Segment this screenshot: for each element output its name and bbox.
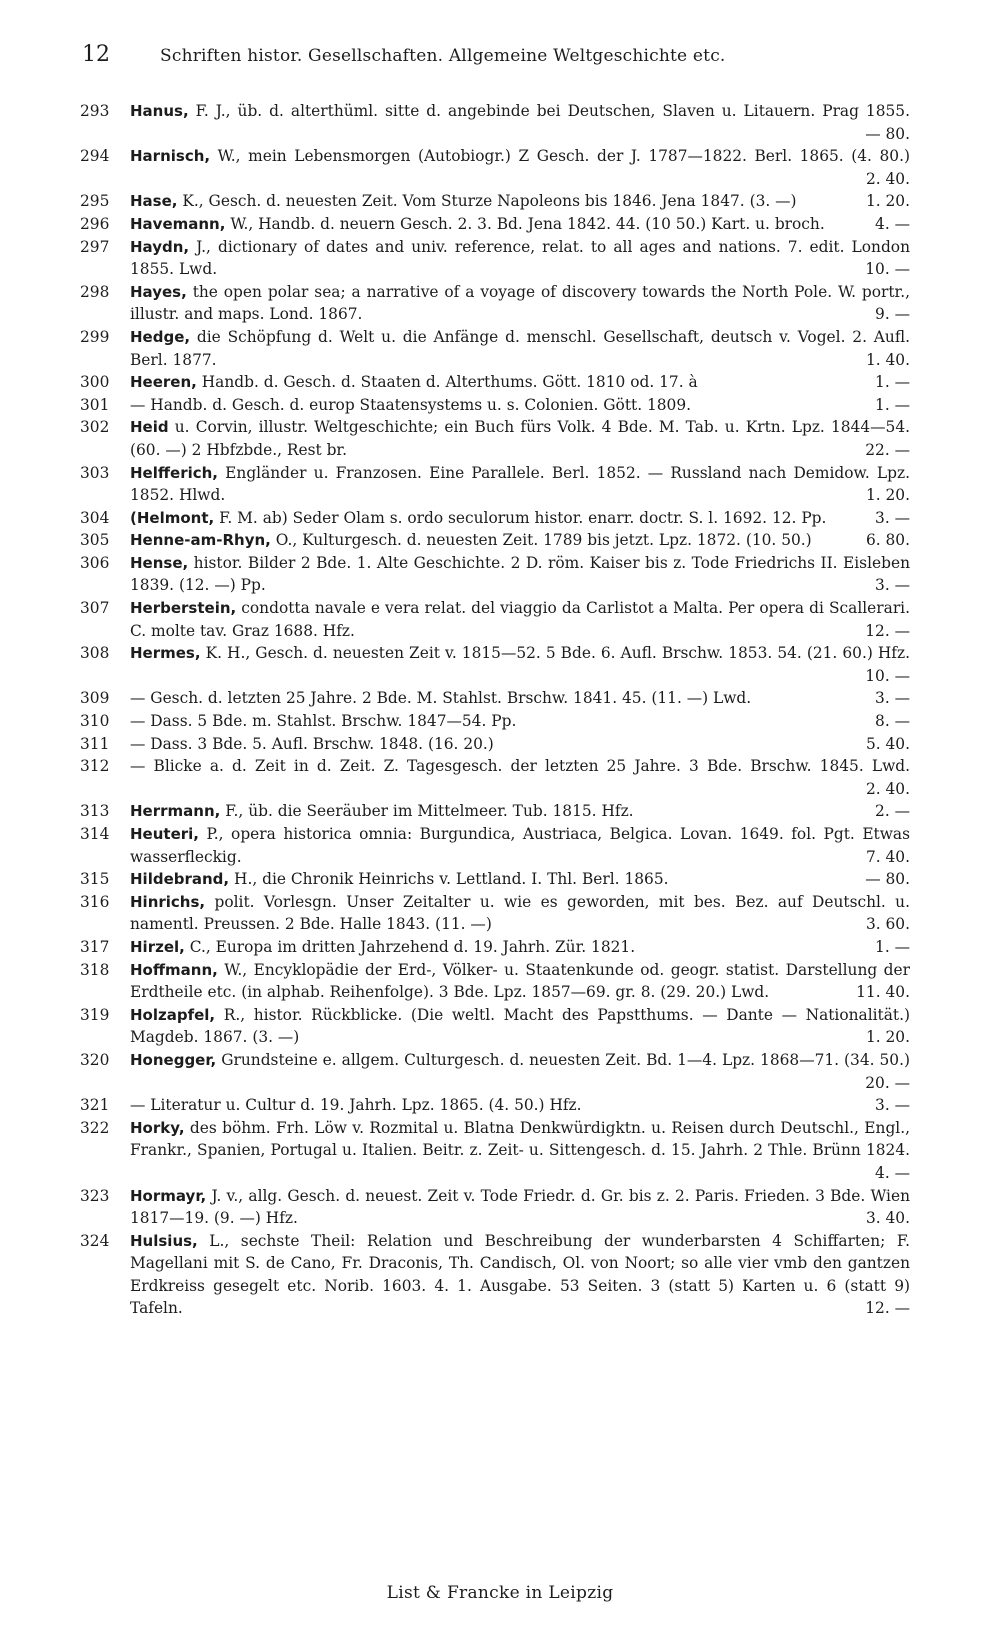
entry-description: Engländer u. Franzosen. Eine Parallele. Berl. 1852. — Russland nach Demidow. Lpz. 1852. Hlwd. — [130, 463, 910, 505]
catalog-entry — [80, 755, 910, 800]
entry-author: Hinrichs, — [130, 892, 206, 911]
entry-price: 1. — — [875, 395, 910, 414]
entry-number: 323 — [80, 1186, 110, 1205]
entry-description: W., mein Lebensmorgen (Autobiogr.) Z Gesch. der J. 1787—1822. Berl. 1865. (4. 80.) — [210, 147, 910, 166]
entry-description: — Dass. 3 Bde. 5. Aufl. Brschw. 1848. (16. 20.) — [130, 734, 494, 753]
catalog-entry — [80, 936, 910, 959]
catalog-entry — [80, 213, 910, 236]
catalog-entry — [80, 597, 910, 642]
entry-description: C., Europa im dritten Jahrzehend d. 19. Jahrh. Zür. 1821. — [184, 937, 636, 956]
entry-description: — Literatur u. Cultur d. 19. Jahrh. Lpz. 1865. (4. 50.) Hfz. — [130, 1096, 582, 1115]
entry-price: 2. 40. — [865, 169, 910, 188]
entry-author: Hoffmann, — [130, 960, 218, 979]
entry-description: u. Corvin, illustr. Weltgeschichte; ein Buch fürs Volk. 4 Bde. M. Tab. u. Krtn. Lpz. 1844—54. (60. —) 2 Hbfzbde., Rest br. — [130, 418, 910, 459]
entry-number: 299 — [80, 327, 110, 346]
entry-price: 3. — — [875, 1096, 910, 1115]
entry-number: 319 — [80, 1005, 110, 1024]
entry-description: K., Gesch. d. neuesten Zeit. Vom Sturze Napoleons bis 1846. Jena 1847. (3. —) — [177, 192, 797, 211]
entry-author: Hirzel, — [130, 937, 185, 956]
catalog-entry — [80, 687, 910, 710]
entry-number: 315 — [80, 870, 110, 889]
entry-author: Herberstein, — [130, 599, 237, 618]
entry-author: Hase, — [130, 192, 178, 211]
entry-author: Herrmann, — [130, 802, 221, 821]
entry-price: 12. — — [865, 1299, 910, 1318]
entry-price: 2. 40. — [865, 779, 910, 798]
running-title: Schriften histor. Gesellschaften. Allgemeine Weltgeschichte etc. — [160, 46, 726, 66]
entry-number: 320 — [80, 1050, 110, 1069]
catalog-entry — [80, 326, 910, 371]
entry-description: histor. Bilder 2 Bde. 1. Alte Geschichte. 2 D. röm. Kaiser bis z. Tode Friedrichs II. Eisleben 1839. (12. —) Pp. — [130, 553, 910, 595]
entry-price: 3. — — [875, 689, 910, 708]
catalog-entry — [80, 1230, 910, 1320]
catalog-entry — [80, 1094, 910, 1117]
entry-author: Helfferich, — [130, 463, 219, 482]
entry-description: J. v., allg. Gesch. d. neuest. Zeit v. Tode Friedr. d. Gr. bis z. 2. Paris. Frieden. 3 Bde. Wien 1817—19. (9. —) Hfz. — [130, 1186, 910, 1228]
entry-description: die Schöpfung d. Welt u. die Anfänge d. menschl. Gesellschaft, deutsch v. Vogel. 2. Aufl. Berl. 1877. — [130, 327, 910, 369]
entry-number: 313 — [80, 802, 110, 821]
entry-author: Holzapfel, — [130, 1005, 216, 1024]
entry-price: 6. 80. — [865, 531, 910, 550]
entry-description: F. M. ab) Seder Olam s. ordo seculorum histor. enarr. doctr. S. l. 1692. 12. Pp. — [214, 508, 827, 527]
entry-number: 310 — [80, 712, 110, 731]
catalog-entry — [80, 642, 910, 687]
entry-price: 10. — — [865, 666, 910, 685]
catalog-entry — [80, 1049, 910, 1094]
entry-price: 9. — — [875, 305, 910, 324]
entry-number: 309 — [80, 689, 110, 708]
catalog-entry — [80, 959, 910, 1004]
catalog-entry — [80, 800, 910, 823]
page-header — [80, 42, 910, 78]
catalog-entry — [80, 823, 910, 868]
catalog-entries — [80, 100, 910, 1320]
catalog-entry — [80, 710, 910, 733]
catalog-entry — [80, 1117, 910, 1185]
entry-author: Heeren, — [130, 373, 197, 392]
entry-author: Honegger, — [130, 1050, 217, 1069]
catalog-entry — [80, 507, 910, 530]
entry-price: 1. 20. — [865, 1028, 910, 1047]
catalog-entry — [80, 190, 910, 213]
entry-description: K. H., Gesch. d. neuesten Zeit v. 1815—52. 5 Bde. 6. Aufl. Brschw. 1853. 54. (21. 60.) Hfz. — [200, 644, 910, 663]
entry-price: — 80. — [865, 870, 910, 889]
catalog-entry — [80, 529, 910, 552]
entry-number: 307 — [80, 599, 110, 618]
catalog-entry — [80, 1185, 910, 1230]
entry-description: W., Encyklopädie der Erd-, Völker- u. Staatenkunde od. geogr. statist. Darstellung der Erdtheile etc. (in alphab. Reihenfolge). 3 Bde. Lpz. 1857—69. gr. 8. (29. 20.) Lwd. — [130, 960, 910, 1002]
catalog-entry — [80, 236, 910, 281]
entry-price: 4. — — [875, 214, 910, 233]
entry-price: 11. 40. — [856, 983, 910, 1002]
entry-number: 311 — [80, 734, 110, 753]
publisher-footer: List & Francke in Leipzig — [386, 1583, 614, 1603]
entry-number: 304 — [80, 508, 110, 527]
catalog-entry — [80, 552, 910, 597]
entry-author: Hense, — [130, 553, 189, 572]
entry-author: Horky, — [130, 1118, 185, 1137]
entry-number: 295 — [80, 192, 110, 211]
entry-description: the open polar sea; a narrative of a voyage of discovery towards the North Pole. W. portr., illustr. and maps. Lond. 1867. — [130, 282, 910, 324]
entry-author: Heid — [130, 418, 169, 437]
entry-price: 3. 60. — [865, 915, 910, 934]
entry-price: 22. — — [865, 440, 910, 459]
entry-description: F., üb. die Seeräuber im Mittelmeer. Tub. 1815. Hfz. — [220, 802, 634, 821]
entry-price: 3. — — [875, 576, 910, 595]
entry-description: J., dictionary of dates and univ. reference, relat. to all ages and nations. 7. edit. London 1855. Lwd. — [130, 237, 910, 279]
entry-price: 4. — — [875, 1163, 910, 1182]
catalog-entry — [80, 281, 910, 326]
entry-number: 318 — [80, 960, 110, 979]
catalog-entry — [80, 145, 910, 190]
page-number: 12 — [82, 42, 110, 67]
catalog-entry — [80, 100, 910, 145]
entry-number: 300 — [80, 373, 110, 392]
catalog-entry — [80, 371, 910, 394]
entry-author: Hedge, — [130, 327, 191, 346]
entry-author: Hildebrand, — [130, 870, 230, 889]
catalog-entry — [80, 868, 910, 891]
entry-description: Grundsteine e. allgem. Culturgesch. d. neuesten Zeit. Bd. 1—4. Lpz. 1868—71. (34. 50.) — [216, 1050, 910, 1069]
entry-price: — 80. — [865, 124, 910, 143]
entry-author: Henne-am-Rhyn, — [130, 531, 271, 550]
entry-number: 316 — [80, 892, 110, 911]
catalog-entry — [80, 891, 910, 936]
entry-price: 1. 20. — [865, 486, 910, 505]
entry-description: P., opera historica omnia: Burgundica, Austriaca, Belgica. Lovan. 1649. fol. Pgt. Etwas wasserfleckig. — [130, 825, 910, 866]
entry-number: 306 — [80, 553, 110, 572]
entry-price: 3. — — [875, 508, 910, 527]
entry-number: 296 — [80, 214, 110, 233]
entry-author: Heuteri, — [130, 825, 199, 843]
entry-author: Havemann, — [130, 214, 226, 233]
entry-description: L., sechste Theil: Relation und Beschreibung der wunderbarsten 4 Schiffarten; F. Magellani mit S. de Cano, Fr. Draconis, Th. Candisch, Ol. von Noort; so alle vier vmb den gantzen Erdkreiss gesegelt etc. Norib. 1603. 4. 1. Ausgabe. 53 Seiten. 3 (statt 5) Karten u. 6 (statt 9) Tafeln. — [130, 1231, 910, 1318]
entry-number: 293 — [80, 102, 110, 120]
entry-author: Harnisch, — [130, 147, 211, 166]
catalog-entry — [80, 733, 910, 756]
entry-description: R., histor. Rückblicke. (Die weltl. Macht des Papstthums. — Dante — Nationalität.) Magdeb. 1867. (3. —) — [130, 1005, 910, 1047]
entry-description: O., Kulturgesch. d. neuesten Zeit. 1789 bis jetzt. Lpz. 1872. (10. 50.) — [270, 531, 812, 550]
entry-description: H., die Chronik Heinrichs v. Lettland. I. Thl. Berl. 1865. — [229, 870, 669, 889]
catalog-entry — [80, 394, 910, 417]
entry-price: 12. — — [865, 621, 910, 640]
entry-author: Haydn, — [130, 237, 190, 256]
entry-number: 314 — [80, 825, 110, 843]
catalog-entry — [80, 462, 910, 507]
entry-author: Hanus, — [130, 102, 189, 120]
entry-number: 324 — [80, 1231, 110, 1250]
entry-number: 308 — [80, 644, 110, 663]
entry-number: 303 — [80, 463, 110, 482]
entry-price: 20. — — [865, 1073, 910, 1092]
entry-number: 294 — [80, 147, 110, 166]
entry-number: 297 — [80, 237, 110, 256]
entry-description: polit. Vorlesgn. Unser Zeitalter u. wie es geworden, mit bes. Bez. auf Deutschl. u. namentl. Preussen. 2 Bde. Halle 1843. (11. —) — [130, 892, 910, 934]
entry-price: 5. 40. — [865, 734, 910, 753]
entry-number: 322 — [80, 1118, 110, 1137]
entry-number: 321 — [80, 1096, 110, 1115]
entry-number: 312 — [80, 757, 110, 776]
entry-price: 3. 40. — [865, 1209, 910, 1228]
entry-description: — Gesch. d. letzten 25 Jahre. 2 Bde. M. Stahlst. Brschw. 1841. 45. (11. —) Lwd. — [130, 689, 752, 708]
entry-description: Handb. d. Gesch. d. Staaten d. Alterthums. Gött. 1810 od. 17. à — [196, 373, 698, 392]
entry-author: Hulsius, — [130, 1231, 198, 1250]
entry-price: 1. 20. — [865, 192, 910, 211]
entry-number: 301 — [80, 395, 110, 414]
entry-price: 1. 40. — [865, 350, 910, 369]
entry-price: 8. — — [875, 712, 910, 731]
entry-author: Hormayr, — [130, 1186, 207, 1205]
entry-price: 1. — — [875, 373, 910, 392]
catalog-entry — [80, 1004, 910, 1049]
entry-price: 2. — — [875, 802, 910, 821]
entry-description: condotta navale e vera relat. del viaggio da Carlistot a Malta. Per opera di Scallerari. C. molte tav. Graz 1688. Hfz. — [130, 599, 910, 640]
entry-number: 298 — [80, 282, 110, 301]
entry-description: des böhm. Frh. Löw v. Rozmital u. Blatna Denkwürdigktn. u. Reisen durch Deutschl., Engl., Frankr., Spanien, Portugal u. Italien. Beitr. z. Zeit- u. Sittengesch. d. 15. Jahrh. 2 Thle. Brünn 1824. — [130, 1118, 910, 1160]
catalog-entry — [80, 416, 910, 461]
entry-description: F. J., üb. d. alterthüml. sitte d. angebinde bei Deutschen, Slaven u. Litauern. Prag 1855. — [188, 102, 910, 120]
entry-author: Hayes, — [130, 282, 187, 301]
entry-author: Hermes, — [130, 644, 201, 663]
entry-description: — Handb. d. Gesch. d. europ Staatensystems u. s. Colonien. Gött. 1809. — [130, 395, 692, 414]
entry-description: — Dass. 5 Bde. m. Stahlst. Brschw. 1847—54. Pp. — [130, 712, 517, 731]
entry-price: 7. 40. — [865, 847, 910, 866]
catalog-page — [80, 42, 910, 1320]
entry-number: 305 — [80, 531, 110, 550]
entry-price: 10. — — [865, 260, 910, 279]
entry-price: 1. — — [875, 937, 910, 956]
entry-number: 317 — [80, 937, 110, 956]
entry-description: — Blicke a. d. Zeit in d. Zeit. Z. Tagesgesch. der letzten 25 Jahre. 3 Bde. Brschw. 1845. Lwd. — [130, 757, 910, 776]
entry-description: W., Handb. d. neuern Gesch. 2. 3. Bd. Jena 1842. 44. (10 50.) Kart. u. broch. — [225, 214, 825, 233]
entry-author: (Helmont, — [130, 508, 215, 527]
entry-number: 302 — [80, 418, 110, 437]
